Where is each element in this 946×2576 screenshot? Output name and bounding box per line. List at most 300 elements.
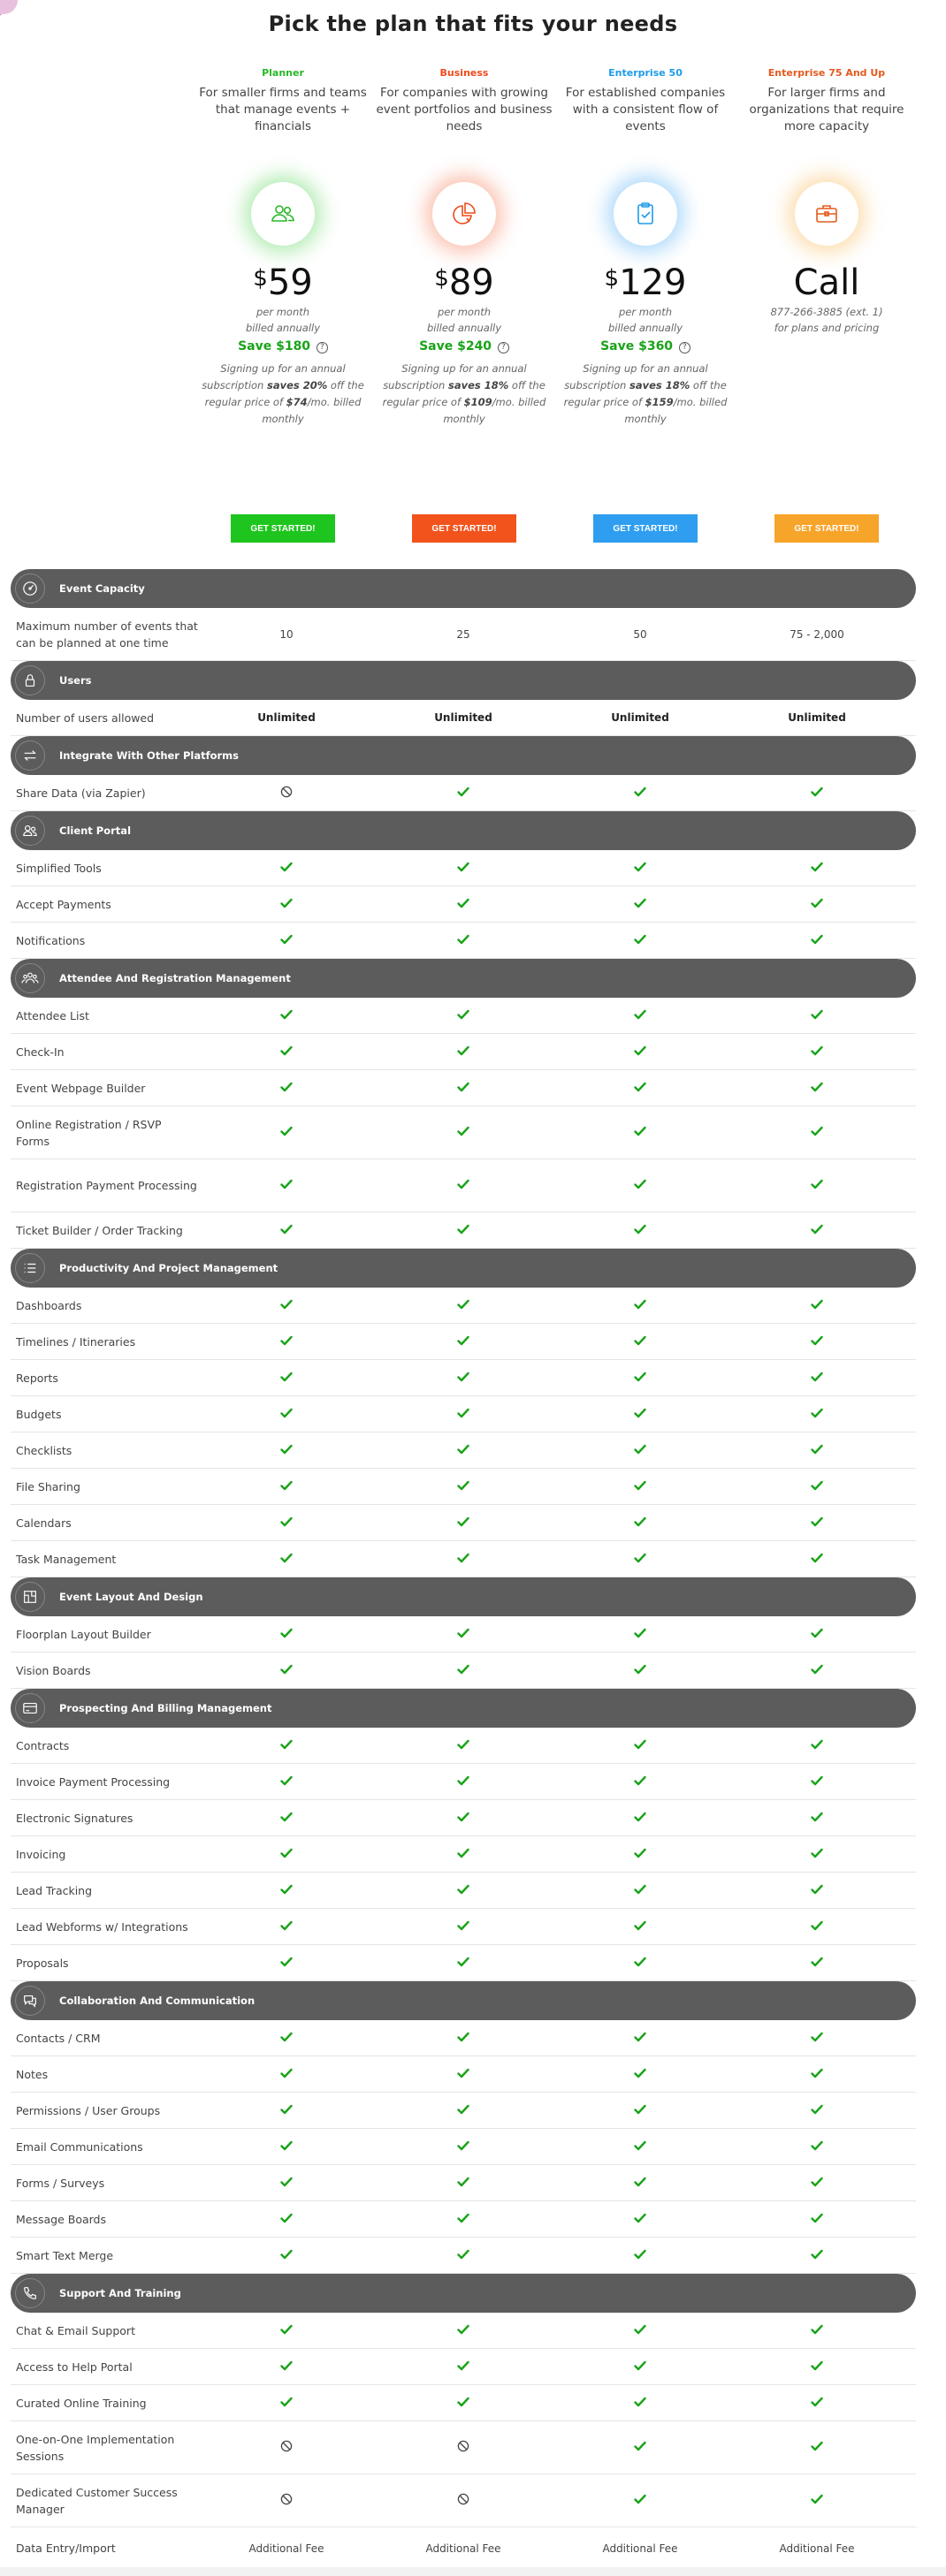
feature-cell (729, 1553, 905, 1566)
table-row (11, 2020, 916, 2056)
check-icon (280, 1957, 293, 1970)
feature-cell: Unlimited (434, 711, 492, 724)
section-header (11, 736, 916, 775)
feature-cell (729, 934, 905, 947)
check-icon (457, 1775, 469, 1789)
section-title: Support And Training (59, 2287, 181, 2299)
check-icon (634, 1957, 646, 1970)
feature-cell (375, 1335, 552, 1349)
comparison-table (11, 569, 916, 2570)
check-icon (634, 2140, 646, 2154)
check-icon (634, 1179, 646, 1192)
check-icon (811, 1664, 823, 1677)
check-icon (280, 1082, 293, 1095)
check-icon (457, 1299, 469, 1312)
check-icon (634, 1299, 646, 1312)
currency-symbol: $ (604, 265, 620, 292)
feature-cell (375, 1812, 552, 1825)
feature-cell (375, 2213, 552, 2226)
feature-cell: Additional Fee (779, 2542, 855, 2555)
check-icon (457, 1372, 469, 1385)
feature-cell (552, 2494, 729, 2507)
plan-description: For larger firms and organizations that require more capacity (749, 86, 904, 133)
feature-cell (729, 1408, 905, 1421)
feature-cell: Additional Fee (248, 2542, 324, 2555)
feature-cell: Unlimited (257, 711, 316, 724)
table-row (11, 2527, 916, 2570)
section-header (11, 569, 916, 608)
check-icon (811, 786, 823, 800)
feature-cell (552, 1739, 729, 1752)
check-icon (457, 2032, 469, 2045)
feature-cell (552, 1884, 729, 1897)
feature-cell (552, 1848, 729, 1861)
feature-cell (198, 898, 375, 911)
feature-cell (198, 2177, 375, 2190)
feature-label: Message Boards (16, 2212, 107, 2226)
feature-cell (552, 934, 729, 947)
feature-label: Access to Help Portal (16, 2359, 133, 2374)
feature-cell (729, 2213, 905, 2226)
table-row (11, 886, 916, 923)
section-title: Event Capacity (59, 582, 145, 595)
phone-icon (15, 2278, 45, 2308)
check-icon (634, 1553, 646, 1566)
table-row (11, 1034, 916, 1070)
plan-annual-note: Signing up for an annual subscription saves 18% off the regular price of $159/mo. billed monthly (563, 362, 728, 425)
check-icon (280, 1045, 293, 1059)
feature-cell (552, 2140, 729, 2154)
feature-cell (375, 2440, 552, 2455)
plan-price: Call (793, 262, 860, 303)
feature-cell (198, 1516, 375, 1530)
feature-cell (729, 1045, 905, 1059)
feature-cell (552, 1553, 729, 1566)
feature-cell (729, 1775, 905, 1789)
check-icon (457, 1408, 469, 1421)
check-icon (634, 1372, 646, 1385)
currency-symbol: $ (434, 265, 449, 292)
get-started-button[interactable]: GET STARTED! (774, 514, 879, 543)
feature-cell (375, 1224, 552, 1237)
check-icon (457, 1179, 469, 1192)
plan-annual-note: Signing up for an annual subscription saves 20% off the regular price of $74/mo. billed monthly (202, 362, 364, 425)
check-icon (457, 2140, 469, 2154)
check-icon (280, 1884, 293, 1897)
feature-cell (552, 1335, 729, 1349)
table-row (11, 1616, 916, 1653)
feature-cell (198, 1628, 375, 1641)
feature-cell (375, 2324, 552, 2337)
section-header (11, 661, 916, 700)
feature-label: Contracts (16, 1738, 70, 1752)
feature-cell (729, 1812, 905, 1825)
check-icon (280, 1739, 293, 1752)
feature-cell (552, 1628, 729, 1641)
check-icon (280, 1408, 293, 1421)
check-icon (457, 1009, 469, 1022)
feature-cell (198, 1884, 375, 1897)
section-header (11, 1577, 916, 1616)
feature-cell (198, 934, 375, 947)
table-row (11, 1106, 916, 1159)
section-title: Users (59, 674, 92, 687)
check-icon (280, 1179, 293, 1192)
plan-column (738, 67, 915, 355)
table-row (11, 1070, 916, 1106)
feature-cell (552, 1664, 729, 1677)
get-started-button[interactable]: GET STARTED! (593, 514, 698, 543)
feature-label: Floorplan Layout Builder (16, 1627, 151, 1641)
check-icon (280, 1516, 293, 1530)
feature-cell (729, 2494, 905, 2507)
feature-cell (729, 2177, 905, 2190)
check-icon (280, 1335, 293, 1349)
page-title: Pick the plan that fits your needs (268, 11, 678, 36)
section-header (11, 1981, 916, 2020)
feature-cell (198, 1045, 375, 1059)
table-row (11, 1764, 916, 1800)
check-icon (634, 2213, 646, 2226)
feature-label: Maximum number of events that can be planned at one time (16, 619, 198, 650)
not-available-icon (280, 786, 293, 801)
table-row (11, 775, 916, 811)
check-icon (811, 1335, 823, 1349)
check-icon (634, 1444, 646, 1457)
feature-cell (198, 1009, 375, 1022)
feature-label: Calendars (16, 1516, 72, 1530)
check-icon (634, 1628, 646, 1641)
get-started-button[interactable]: GET STARTED! (412, 514, 516, 543)
plan-billing: per month billed annually (426, 306, 502, 334)
feature-label: Dedicated Customer Success Manager (16, 2485, 178, 2516)
feature-cell (729, 1739, 905, 1752)
feature-cell (198, 1957, 375, 1970)
table-row (11, 1505, 916, 1541)
feature-cell (375, 1372, 552, 1385)
feature-cell (375, 1408, 552, 1421)
feature-cell: Unlimited (788, 711, 846, 724)
feature-cell: Additional Fee (425, 2542, 501, 2555)
feature-cell (552, 2032, 729, 2045)
feature-cell (375, 1444, 552, 1457)
feature-label: Accept Payments (16, 897, 111, 911)
check-icon (811, 862, 823, 875)
table-row (11, 998, 916, 1034)
feature-cell (198, 2324, 375, 2337)
check-icon (280, 2104, 293, 2117)
check-icon (457, 2177, 469, 2190)
check-icon (457, 1739, 469, 1752)
feature-cell (198, 2440, 375, 2455)
check-icon (457, 2324, 469, 2337)
check-icon (811, 1009, 823, 1022)
feature-label: Timelines / Itineraries (16, 1334, 136, 1349)
feature-cell: 50 (633, 627, 647, 641)
feature-cell (375, 1045, 552, 1059)
check-icon (811, 2249, 823, 2262)
section-title: Collaboration And Communication (59, 1995, 256, 2007)
check-icon (280, 2032, 293, 2045)
table-row (11, 608, 916, 661)
feature-label: Lead Tracking (16, 1883, 93, 1897)
feature-cell (552, 2360, 729, 2374)
check-icon (811, 1516, 823, 1530)
pie-chart-icon (432, 182, 496, 246)
check-icon (634, 1848, 646, 1861)
check-icon (634, 2249, 646, 2262)
help-icon[interactable]: ? (498, 342, 509, 353)
feature-label: Permissions / User Groups (16, 2103, 161, 2117)
check-icon (634, 2068, 646, 2081)
feature-cell (552, 1920, 729, 1934)
feature-cell (552, 1480, 729, 1493)
check-icon (457, 898, 469, 911)
table-row (11, 2238, 916, 2274)
plan-billing: per month billed annually (245, 306, 321, 334)
check-icon (634, 1812, 646, 1825)
check-icon (811, 1775, 823, 1789)
plan-price-block (557, 262, 734, 303)
feature-cell (729, 1884, 905, 1897)
table-row (11, 1324, 916, 1360)
check-icon (457, 1553, 469, 1566)
feature-label: One-on-One Implementation Sessions (16, 2432, 175, 2463)
check-icon (811, 2140, 823, 2154)
check-icon (811, 1224, 823, 1237)
feature-cell (729, 2360, 905, 2374)
feature-cell (729, 1082, 905, 1095)
get-started-button[interactable]: GET STARTED! (231, 514, 335, 543)
plan-savings: Save $180 ? (195, 339, 371, 355)
check-icon (811, 1408, 823, 1421)
plan-column (195, 67, 371, 428)
check-icon (634, 1516, 646, 1530)
check-icon (280, 1372, 293, 1385)
feature-cell (552, 1009, 729, 1022)
chat-icon (15, 1986, 45, 2016)
feature-cell (198, 2068, 375, 2081)
check-icon (280, 934, 293, 947)
section-title: Event Layout And Design (59, 1591, 203, 1603)
feature-cell: Unlimited (611, 711, 669, 724)
lock-icon (15, 665, 45, 695)
check-icon (457, 1224, 469, 1237)
check-icon (811, 1628, 823, 1641)
check-icon (811, 2360, 823, 2374)
feature-cell (552, 862, 729, 875)
layout-icon (15, 1582, 45, 1612)
plan-savings: Save $360 ? (557, 339, 734, 355)
feature-label: File Sharing (16, 1479, 80, 1493)
feature-cell (198, 1553, 375, 1566)
feature-cell (375, 1848, 552, 1861)
feature-label: Task Management (16, 1552, 117, 1566)
table-row (11, 1653, 916, 1689)
check-icon (634, 2104, 646, 2117)
table-row (11, 2129, 916, 2165)
check-icon (811, 934, 823, 947)
plan-annual-note: Signing up for an annual subscription saves 18% off the regular price of $109/mo. billed monthly (382, 362, 546, 425)
feature-label: Ticket Builder / Order Tracking (16, 1223, 183, 1237)
feature-cell (198, 1408, 375, 1421)
feature-label: Electronic Signatures (16, 1811, 134, 1825)
feature-cell (198, 1372, 375, 1385)
check-icon (280, 1628, 293, 1641)
table-row (11, 850, 916, 886)
users-icon (15, 816, 45, 846)
feature-cell (729, 1480, 905, 1493)
check-icon (280, 2177, 293, 2190)
check-icon (280, 1126, 293, 1139)
check-icon (634, 1480, 646, 1493)
feature-cell (729, 2441, 905, 2454)
feature-cell (552, 1775, 729, 1789)
check-icon (634, 2441, 646, 2454)
table-row (11, 1396, 916, 1432)
feature-cell: Additional Fee (602, 2542, 678, 2555)
check-icon (457, 1848, 469, 1861)
check-icon (457, 1628, 469, 1641)
feature-cell (552, 2397, 729, 2410)
feature-label: Simplified Tools (16, 861, 102, 875)
help-icon[interactable]: ? (317, 342, 328, 353)
check-icon (634, 1664, 646, 1677)
feature-cell (729, 1372, 905, 1385)
check-icon (457, 1480, 469, 1493)
check-icon (457, 786, 469, 800)
table-row (11, 1360, 916, 1396)
check-icon (634, 1045, 646, 1059)
feature-cell (729, 2397, 905, 2410)
feature-cell (375, 2104, 552, 2117)
feature-cell (375, 2493, 552, 2508)
feature-label: Number of users allowed (16, 710, 155, 725)
table-row (11, 2474, 916, 2527)
feature-cell (552, 1444, 729, 1457)
plan-description: For established companies with a consistent flow of events (565, 86, 726, 133)
feature-label: Forms / Surveys (16, 2176, 105, 2190)
feature-label: Check-In (16, 1045, 65, 1059)
feature-cell (375, 1299, 552, 1312)
feature-cell (375, 1884, 552, 1897)
plans-header (0, 67, 946, 544)
feature-cell (198, 1224, 375, 1237)
plan-name: Enterprise 75 And Up (767, 67, 886, 79)
feature-cell (552, 786, 729, 800)
help-icon[interactable]: ? (679, 342, 690, 353)
feature-cell (198, 1444, 375, 1457)
credit-card-icon (15, 1693, 45, 1723)
feature-cell (198, 2493, 375, 2508)
table-row (11, 1836, 916, 1873)
feature-cell (198, 2140, 375, 2154)
check-icon (634, 1884, 646, 1897)
feature-cell (552, 1299, 729, 1312)
feature-cell (198, 1920, 375, 1934)
check-icon (634, 2032, 646, 2045)
check-icon (811, 1444, 823, 1457)
feature-cell (198, 2249, 375, 2262)
feature-cell (198, 1082, 375, 1095)
table-row (11, 1728, 916, 1764)
check-icon (811, 1739, 823, 1752)
feature-cell: 25 (456, 627, 470, 641)
feature-cell (198, 2213, 375, 2226)
people-icon (251, 182, 315, 246)
check-icon (457, 1126, 469, 1139)
feature-label: Contacts / CRM (16, 2031, 101, 2045)
check-icon (280, 1848, 293, 1861)
feature-cell (552, 1372, 729, 1385)
check-icon (280, 2213, 293, 2226)
feature-cell (375, 2032, 552, 2045)
feature-cell (552, 2441, 729, 2454)
table-row (11, 2349, 916, 2385)
plan-price: 59 (267, 262, 313, 303)
feature-cell (198, 2397, 375, 2410)
check-icon (811, 2213, 823, 2226)
feature-cell (375, 1775, 552, 1789)
feature-label: Attendee List (16, 1008, 89, 1022)
check-icon (811, 2324, 823, 2337)
plan-price: 89 (448, 262, 494, 303)
table-row (11, 700, 916, 736)
check-icon (811, 1957, 823, 1970)
feature-cell (375, 2068, 552, 2081)
feature-cell (729, 1299, 905, 1312)
feature-cell (552, 1812, 729, 1825)
table-row (11, 1469, 916, 1505)
check-icon (634, 2494, 646, 2507)
check-icon (280, 2397, 293, 2410)
feature-cell (198, 786, 375, 801)
feature-cell (198, 1775, 375, 1789)
table-row (11, 2201, 916, 2238)
feature-label: Notes (16, 2067, 49, 2081)
feature-cell (375, 898, 552, 911)
table-row (11, 1212, 916, 1249)
feature-label: Smart Text Merge (16, 2248, 114, 2262)
feature-cell (729, 2140, 905, 2154)
check-icon (457, 2249, 469, 2262)
feature-cell (198, 2360, 375, 2374)
table-row (11, 2421, 916, 2474)
plan-description: For companies with growing event portfolios and business needs (376, 86, 553, 133)
feature-label: Invoicing (16, 1847, 66, 1861)
section-header (11, 1689, 916, 1728)
check-icon (280, 1480, 293, 1493)
plan-billing: 877-266-3885 (ext. 1) for plans and pricing (770, 306, 883, 334)
feature-cell (375, 2140, 552, 2154)
check-icon (457, 1884, 469, 1897)
feature-cell (375, 1664, 552, 1677)
plan-billing: per month billed annually (607, 306, 683, 334)
table-row (11, 1541, 916, 1577)
check-icon (457, 2397, 469, 2410)
check-icon (811, 1179, 823, 1192)
feature-label: Dashboards (16, 1298, 82, 1312)
feature-cell (198, 1179, 375, 1192)
currency-symbol: $ (253, 265, 268, 292)
feature-cell (198, 1126, 375, 1139)
check-icon (634, 2177, 646, 2190)
plan-savings: Save $240 ? (376, 339, 553, 355)
check-icon (634, 1739, 646, 1752)
check-icon (457, 1045, 469, 1059)
arrows-swap-icon (15, 741, 45, 771)
feature-cell (729, 1224, 905, 1237)
